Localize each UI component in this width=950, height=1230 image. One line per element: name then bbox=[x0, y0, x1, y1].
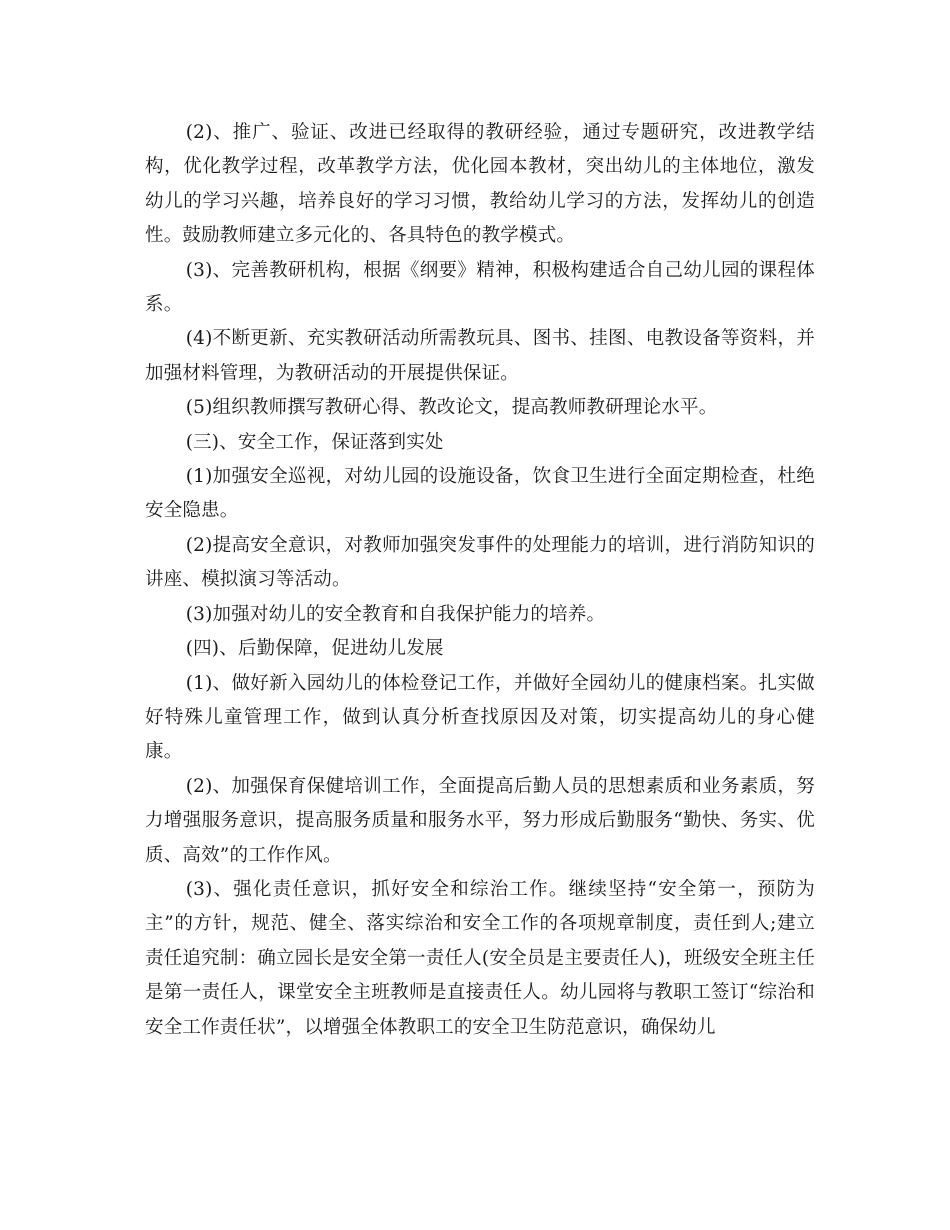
paragraph-teaching-research-3: (3)、完善教研机构，根据《纲要》精神，积极构建适合自己幼儿园的课程体系。 bbox=[145, 259, 815, 316]
paragraph-logistics-2: (2)、加强保育保健培训工作，全面提高后勤人员的思想素质和业务素质，努力增强服务意识，提高服务质量和服务水平，努力形成后勤服务“勤快、务实、优质、高效”的工作作风。 bbox=[145, 775, 815, 866]
section-heading-logistics: (四)、后勤保障，促进幼儿发展 bbox=[185, 638, 444, 660]
paragraph-safety-1: (1)加强安全巡视，对幼儿园的设施设备，饮食卫生进行全面定期检查，杜绝安全隐患。 bbox=[145, 466, 815, 522]
paragraph-logistics-1: (1)、做好新入园幼儿的体检登记工作，并做好全园幼儿的健康档案。扎实做好特殊儿童管理工作，做到认真分析查找原因及对策，切实提高幼儿的身心健康。 bbox=[145, 672, 815, 763]
paragraph-safety-3: (3)加强对幼儿的安全教育和自我保护能力的培养。 bbox=[185, 603, 606, 625]
paragraph-safety-2: (2)提高安全意识，对教师加强突发事件的处理能力的培训，进行消防知识的讲座、模拟演习等活动。 bbox=[145, 534, 815, 591]
document-body bbox=[145, 116, 815, 1045]
paragraph-teaching-research-2: (2)、推广、验证、改进已经取得的教研经验，通过专题研究，改进教学结构，优化教学过程，改革教学方法，优化园本教材，突出幼儿的主体地位，激发幼儿的学习兴趣，培养良好的学习习惯，教给幼儿学习的方法，发挥幼儿的创造性。鼓励教师建立多元化的、各具特色的教学模式。 bbox=[145, 122, 815, 247]
paragraph-teaching-research-5: (5)组织教师撰写教研心得、教改论文，提高教师教研理论水平。 bbox=[185, 397, 718, 419]
paragraph-teaching-research-4: (4)不断更新、充实教研活动所需教玩具、图书、挂图、电教设备等资料，并加强材料管理，为教研活动的开展提供保证。 bbox=[145, 328, 815, 384]
paragraph-logistics-3: (3)、强化责任意识，抓好安全和综治工作。继续坚持“安全第一，预防为主”的方针，规范、健全、落实综治和安全工作的各项规章制度，责任到人;建立责任追究制：确立园长是安全第一责任人(安全员是主要责任人)，班级安全班主任是第一责任人，课堂安全主班教师是直接责任人。幼儿园将与教职工签订“综治和安全工作责任状”，以增强全体教职工的安全卫生防范意识，确保幼儿 bbox=[145, 878, 815, 1038]
section-heading-safety: (三)、安全工作，保证落到实处 bbox=[185, 431, 444, 453]
